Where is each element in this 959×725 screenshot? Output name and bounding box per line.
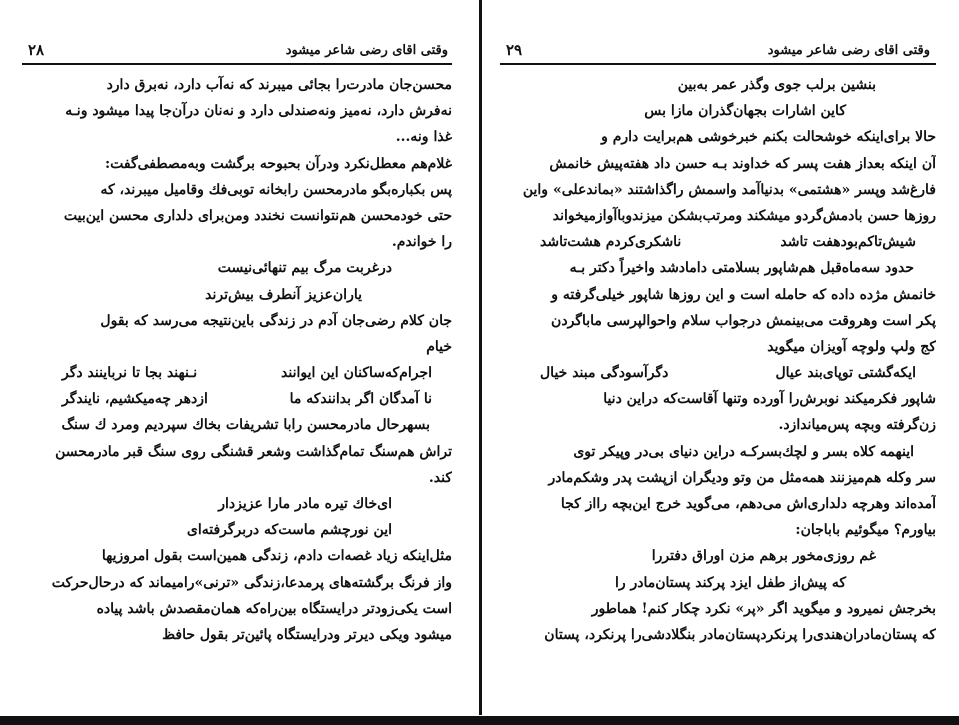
text-line: آن اینکه بعداز هفت پسر که خداوند بـه حسن داد هفته‌پیش خانمش	[549, 155, 936, 172]
right-page	[484, 0, 959, 725]
hemistich: ازدهر چه‌میکشیم، نایندگر	[62, 391, 208, 408]
text-line: شاپور فکرمیکند نوبرش‌را آورده وتنها آقاست‌که دراین دنیا	[603, 391, 936, 408]
text-line: حدود سه‌ماه‌قبل هم‌شاپور بسلامتی دامادشد واخیراً دکتر بـه	[569, 260, 914, 277]
text-line: زن‌گرفته وبچه پس‌میاندازد.	[778, 417, 936, 434]
hemistich: شیش‌تاکم‌بودهفت تاشد	[780, 234, 916, 251]
verse-line: یاران‌عزیز آنطرف بیش‌ترند	[205, 286, 362, 303]
text-line: کج ولپ ولوچه آویزان میگوید	[767, 338, 936, 355]
right-page-running-title: وقتی اقای رضی شاعر میشود	[767, 42, 930, 58]
verse-line: غم روزی‌مخور برهم مزن اوراق دفتررا	[651, 548, 876, 565]
text-line: خیام	[426, 338, 452, 355]
text-line: روزها حسن بادمش‌گردو میشکند ومرتب‌بشکن میزندوباآوازمیخواند	[552, 207, 936, 224]
verse-line: ای‌خاك تیره مادر مارا عزیزدار	[218, 496, 392, 512]
couplet-line	[22, 386, 452, 412]
right-page-header	[506, 40, 930, 60]
text-line: غذا ونه...	[395, 129, 452, 146]
hemistich: ناشکری‌کردم هشت‌تاشد	[540, 234, 682, 251]
text-line: جان کلام رضی‌جان آدم در زندگی باین‌نتیجه می‌رسد که بقول	[100, 312, 452, 329]
text-line: بسهرحال مادرمحسن رابا تشریفات بخاك سپردیم ومرد ك سنگ	[61, 417, 430, 434]
text-line: که پستان‌مادران‌هندی‌را پرنکرد‌پستان‌مادر بنگلادشی‌را پرنکرد، پستان	[544, 626, 936, 643]
text-line: واز فرنگ برگشته‌های پرمدعا،زندگی «ترنی‌»رامیماند که درحال‌حرکت	[51, 574, 452, 591]
verse-line: این نورچشم ماست‌که دربرگرفته‌ای	[186, 522, 392, 539]
left-header-rule	[22, 63, 452, 65]
couplet-line	[500, 360, 936, 386]
hemistich: نـنهند بجا تا نرباینند دگر	[62, 365, 198, 382]
verse-line: که پیش‌از طفل ایزد پرکند پستان‌مادر را	[614, 574, 846, 591]
text-line: بیاورم؟ میگوئیم باباجان:	[795, 522, 936, 539]
hemistich: ایکه‌گشتی توپای‌بند عیال	[775, 365, 916, 382]
text-line: خانمش مژده داده که حامله است و این روزها شاپور خیلی‌گرفته و	[551, 286, 936, 303]
text-line: مثل‌اینکه زیاد غصه‌ات دادم، زندگی همین‌است بقول امروزیها	[101, 548, 452, 565]
text-line: محسن‌جان مادرت‌را بجائی میبرند که نه‌آب دارد، نه‌برق دارد	[106, 77, 452, 93]
couplet-line	[22, 360, 452, 386]
text-line: پس بکباره‌بگو مادرمحسن رابخانه توبی‌فك وقامیل میبرند، که	[100, 181, 452, 198]
text-line: بخرجش نمیرود و میگوید اگر «پر» نکرد چکار کنم! هما‌طور	[591, 600, 936, 617]
text-line: فارغ‌شد وپسر «هشتمی» بدنیاآمد واسمش راگذاشتند «بماندعلی» واین	[522, 181, 936, 198]
book-spine	[479, 0, 482, 715]
scan-bottom-edge	[0, 716, 959, 725]
text-line: حتی خودمحسن هم‌نتوانست نخندد ومن‌برای دلداری محسن این‌بیت	[63, 207, 452, 224]
text-line: آمده‌اند وهرچه دلداری‌اش می‌دهم، می‌گوید خرج این‌بچه رااز کجا	[560, 496, 936, 512]
text-line: سر وکله هم‌میزنند همه‌مثل من وتو ودیگران ازپشت پدر وشکم‌مادر	[548, 469, 936, 486]
hemistich: نا آمدگان اگر بدانندکه ما	[289, 391, 432, 408]
text-line: کند.	[428, 469, 452, 486]
text-line: تراش هم‌سنگ تمام‌گذاشت وشعر قشنگی روی سنگ قبر مادرمحسن	[55, 443, 452, 460]
right-header-rule	[500, 63, 936, 65]
text-line: را خواندم.	[391, 234, 452, 251]
text-line: میشود ویکی دیرتر ودرایستگاه پائین‌تر بقول حافظ	[162, 626, 452, 643]
hemistich: دگرآسودگی مبند خیال	[540, 365, 669, 382]
verse-line: کاین اشارات بجهان‌گذران مازا بس	[644, 103, 846, 120]
text-line: پکر است وهروقت می‌بینمش درجواب سلام واحوالپرسی مابا‌گردن	[551, 312, 936, 329]
right-page-number: ۲۹	[506, 41, 523, 59]
left-page-number: ۲۸	[28, 41, 45, 59]
verse-line: درغربت مرگ بیم تنهائی‌نیست	[217, 260, 392, 277]
left-page-header	[28, 40, 448, 60]
left-page-running-title: وقتی اقای رضی شاعر میشود	[285, 42, 448, 58]
text-line: نه‌فرش دارد، نه‌میز ونه‌صندلی دارد و نه‌نان درآن‌جا پیدا میشود ونـه	[65, 103, 452, 120]
right-body-text	[500, 72, 936, 648]
text-line: اینهمه کلاه بسر و لچك‌بسرکـه دراین دنیای بی‌در وپیکر توی	[573, 443, 914, 460]
couplet-line	[500, 229, 936, 255]
text-line: است یکی‌زودتر درایستگاه بین‌راه‌که همان‌مقصدش باشد پیاده	[96, 600, 452, 617]
left-body-text	[22, 72, 452, 648]
text-line: غلام‌هم معطل‌نکرد ودرآن بحبوحه برگشت وبه‌مصطفی‌گفت:	[104, 155, 452, 172]
text-line: حالا برای‌اینکه خوشحالت بکنم خبرخوشی هم‌برایت دارم و	[601, 129, 936, 146]
verse-line: بنشین برلب جوی وگذر عمر به‌بین	[677, 77, 876, 93]
left-page	[0, 0, 478, 725]
hemistich: اجرام‌که‌ساکنان این ایوانند	[281, 365, 432, 382]
